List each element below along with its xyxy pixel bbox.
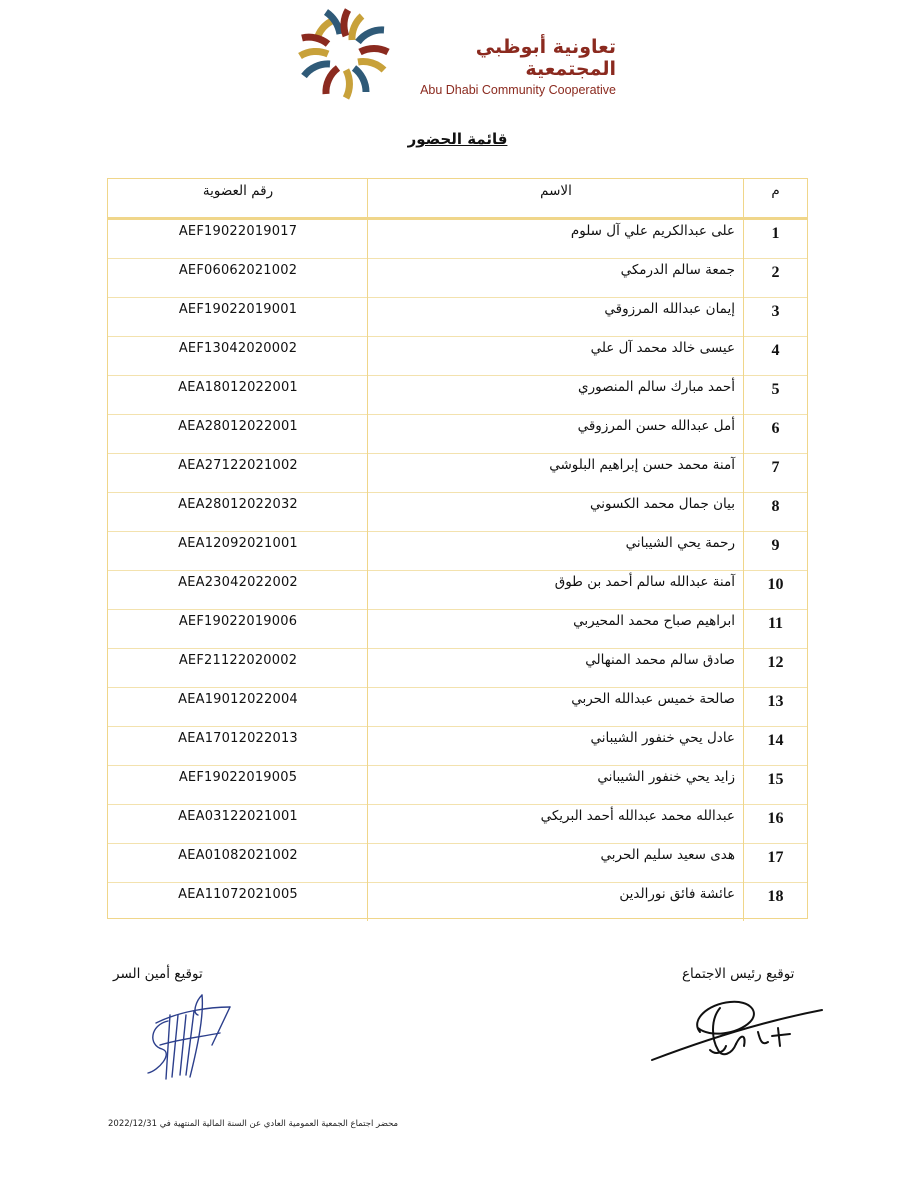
name-cell bbox=[368, 765, 744, 804]
membership-number: AEF19022019006 bbox=[178, 614, 298, 629]
row-number: 9 bbox=[771, 537, 780, 554]
member-name: عادل يحي خنفور الشيباني bbox=[590, 730, 735, 746]
table-row bbox=[108, 687, 807, 727]
name-cell bbox=[368, 492, 744, 531]
number-cell bbox=[744, 297, 807, 336]
membership-cell bbox=[108, 804, 368, 843]
table-row bbox=[108, 453, 807, 493]
member-name: أمل عبدالله حسن المرزوقي bbox=[577, 418, 735, 434]
row-number: 12 bbox=[767, 654, 784, 671]
row-number: 3 bbox=[771, 303, 780, 320]
member-name: آمنة محمد حسن إبراهيم البلوشي bbox=[549, 457, 735, 473]
number-cell bbox=[744, 804, 807, 843]
name-cell bbox=[368, 375, 744, 414]
membership-number: AEA12092021001 bbox=[178, 536, 298, 551]
table-row bbox=[108, 375, 807, 415]
name-cell bbox=[368, 882, 744, 921]
row-number: 2 bbox=[771, 264, 780, 281]
number-cell bbox=[744, 609, 807, 648]
table-row bbox=[108, 570, 807, 610]
membership-cell bbox=[108, 414, 368, 453]
member-name: عيسى خالد محمد آل علي bbox=[590, 340, 735, 356]
member-name: جمعة سالم الدرمكي bbox=[620, 262, 735, 278]
row-number: 11 bbox=[767, 615, 784, 632]
name-cell bbox=[368, 726, 744, 765]
membership-cell bbox=[108, 453, 368, 492]
row-number: 18 bbox=[767, 888, 784, 905]
number-cell bbox=[744, 375, 807, 414]
org-name-english: Abu Dhabi Community Cooperative bbox=[420, 83, 616, 97]
membership-number: AEF19022019001 bbox=[178, 302, 298, 317]
row-number: 14 bbox=[767, 732, 784, 749]
name-cell bbox=[368, 609, 744, 648]
membership-cell bbox=[108, 375, 368, 414]
chairman-signature bbox=[650, 992, 826, 1064]
membership-cell bbox=[108, 687, 368, 726]
membership-cell bbox=[108, 492, 368, 531]
membership-number: AEF21122020002 bbox=[178, 653, 298, 668]
member-name: عائشة فائق نورالدين bbox=[619, 886, 735, 902]
membership-number: AEA28012022001 bbox=[178, 419, 298, 434]
name-cell bbox=[368, 453, 744, 492]
row-number: 13 bbox=[767, 693, 784, 710]
membership-number: AEF19022019017 bbox=[178, 224, 298, 239]
number-cell bbox=[744, 882, 807, 921]
table-header-row bbox=[108, 179, 807, 220]
number-cell bbox=[744, 648, 807, 687]
membership-cell bbox=[108, 609, 368, 648]
row-number: 10 bbox=[767, 576, 784, 593]
membership-number: AEA23042022002 bbox=[178, 575, 298, 590]
number-cell bbox=[744, 414, 807, 453]
number-cell bbox=[744, 258, 807, 297]
row-number: 6 bbox=[771, 420, 780, 437]
membership-cell bbox=[108, 297, 368, 336]
membership-cell bbox=[108, 258, 368, 297]
table-row bbox=[108, 882, 807, 921]
name-cell bbox=[368, 531, 744, 570]
number-cell bbox=[744, 843, 807, 882]
membership-cell bbox=[108, 570, 368, 609]
name-cell bbox=[368, 570, 744, 609]
name-cell bbox=[368, 219, 744, 258]
membership-cell bbox=[108, 336, 368, 375]
chairman-signature-label: توقيع رئيس الاجتماع bbox=[682, 966, 795, 982]
membership-number: AEA27122021002 bbox=[178, 458, 298, 473]
membership-number: AEA18012022001 bbox=[178, 380, 298, 395]
name-cell bbox=[368, 336, 744, 375]
name-cell bbox=[368, 687, 744, 726]
table-row bbox=[108, 414, 807, 454]
header-cell-name bbox=[368, 179, 744, 217]
row-number: 17 bbox=[767, 849, 784, 866]
member-name: هدى سعيد سليم الحربي bbox=[600, 847, 735, 863]
document-footer: محضر اجتماع الجمعية العمومية العادي عن السنة المالية المنتهية في 2022/12/31 bbox=[108, 1119, 399, 1129]
member-name: زايد يحي خنفور الشيباني bbox=[597, 769, 735, 785]
membership-number: AEF06062021002 bbox=[178, 263, 298, 278]
header-cell-number bbox=[744, 179, 807, 217]
number-cell bbox=[744, 219, 807, 258]
number-cell bbox=[744, 453, 807, 492]
row-number: 4 bbox=[771, 342, 780, 359]
page-title: قائمة الحضور bbox=[407, 130, 508, 148]
membership-cell bbox=[108, 219, 368, 258]
member-name: صالحة خميس عبدالله الحربي bbox=[571, 691, 735, 707]
membership-number: AEA19012022004 bbox=[178, 692, 298, 707]
member-name: على عبدالكريم علي آل سلوم bbox=[570, 223, 735, 239]
member-name: صادق سالم محمد المنهالي bbox=[585, 652, 735, 668]
member-name: بيان جمال محمد الكسوني bbox=[590, 496, 735, 512]
name-cell bbox=[368, 648, 744, 687]
header-membership-label: رقم العضوية bbox=[202, 183, 274, 199]
member-name: آمنة عبدالله سالم أحمد بن طوق bbox=[554, 574, 735, 590]
membership-number: AEA28012022032 bbox=[178, 497, 298, 512]
header-name-label: الاسم bbox=[540, 183, 572, 199]
membership-cell bbox=[108, 765, 368, 804]
table-row bbox=[108, 804, 807, 844]
membership-number: AEA17012022013 bbox=[178, 731, 298, 746]
member-name: إيمان عبدالله المرزوقي bbox=[604, 301, 735, 317]
number-cell bbox=[744, 336, 807, 375]
membership-number: AEA03122021001 bbox=[178, 809, 298, 824]
table-row bbox=[108, 726, 807, 766]
number-cell bbox=[744, 765, 807, 804]
number-cell bbox=[744, 492, 807, 531]
number-cell bbox=[744, 531, 807, 570]
membership-number: AEA11072021005 bbox=[178, 887, 298, 902]
cooperative-logo bbox=[296, 6, 392, 102]
row-number: 5 bbox=[771, 381, 780, 398]
table-row bbox=[108, 336, 807, 376]
name-cell bbox=[368, 258, 744, 297]
name-cell bbox=[368, 414, 744, 453]
table-row bbox=[108, 843, 807, 883]
membership-cell bbox=[108, 843, 368, 882]
membership-cell bbox=[108, 531, 368, 570]
table-row bbox=[108, 765, 807, 805]
row-number: 8 bbox=[771, 498, 780, 515]
org-brand bbox=[404, 36, 616, 98]
org-name-arabic: تعاونية أبوظبي المجتمعية bbox=[475, 36, 616, 80]
table-row bbox=[108, 531, 807, 571]
row-number: 7 bbox=[771, 459, 780, 476]
name-cell bbox=[368, 297, 744, 336]
number-cell bbox=[744, 726, 807, 765]
row-number: 1 bbox=[771, 225, 780, 242]
name-cell bbox=[368, 804, 744, 843]
membership-number: AEF19022019005 bbox=[178, 770, 298, 785]
table-row bbox=[108, 609, 807, 649]
secretary-signature-label: توقيع أمين السر bbox=[113, 966, 203, 982]
row-number: 16 bbox=[767, 810, 784, 827]
membership-cell bbox=[108, 882, 368, 921]
member-name: ابراهيم صباح محمد المحيربي bbox=[573, 613, 735, 629]
member-name: أحمد مبارك سالم المنصوري bbox=[578, 379, 735, 395]
attendance-table bbox=[107, 178, 808, 919]
membership-cell bbox=[108, 648, 368, 687]
table-row bbox=[108, 258, 807, 298]
table-row bbox=[108, 648, 807, 688]
table-row bbox=[108, 219, 807, 259]
header-cell-membership bbox=[108, 179, 368, 217]
table-row bbox=[108, 297, 807, 337]
name-cell bbox=[368, 843, 744, 882]
header-number-label: م bbox=[771, 183, 780, 199]
secretary-signature bbox=[140, 985, 236, 1081]
number-cell bbox=[744, 570, 807, 609]
membership-number: AEA01082021002 bbox=[178, 848, 298, 863]
member-name: عبدالله محمد عبدالله أحمد البريكي bbox=[540, 808, 735, 824]
row-number: 15 bbox=[767, 771, 784, 788]
membership-cell bbox=[108, 726, 368, 765]
membership-number: AEF13042020002 bbox=[178, 341, 298, 356]
member-name: رحمة يحي الشيباني bbox=[625, 535, 735, 551]
table-row bbox=[108, 492, 807, 532]
number-cell bbox=[744, 687, 807, 726]
